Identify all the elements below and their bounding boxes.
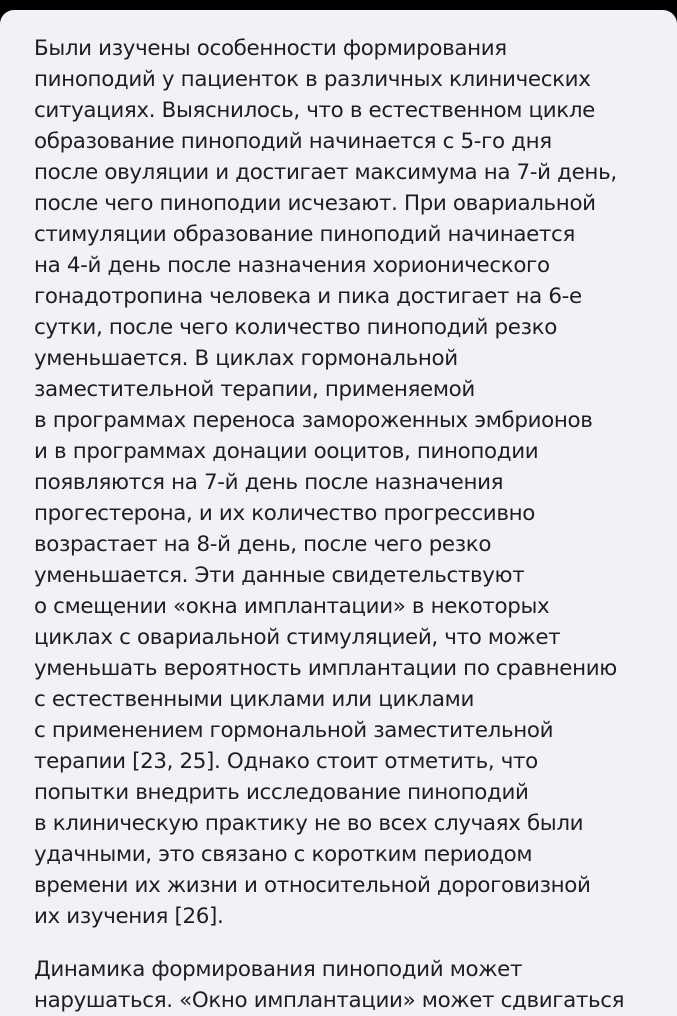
text-line: появляются на 7-й день после назначения	[34, 470, 504, 495]
paragraph-1	[34, 33, 649, 932]
text-line: ситуациях. Выяснилось, что в естественном цикле	[34, 98, 595, 123]
text-line: о смещении «окна имплантации» в некоторых	[34, 594, 550, 619]
text-line: после овуляции и достигает максимума на 7-й день,	[34, 160, 617, 185]
status-bar	[0, 0, 677, 10]
text-line: попытки внедрить исследование пиноподий	[34, 780, 529, 805]
text-line: в клиническую практику не во всех случаях были	[34, 811, 584, 836]
text-line: сутки, после чего количество пиноподий резко	[34, 315, 557, 340]
text-line: после чего пиноподии исчезают. При овариальной	[34, 191, 596, 216]
text-line: возрастает на 8-й день, после чего резко	[34, 532, 492, 557]
paragraph-spacer	[34, 932, 649, 954]
screen-corner-left	[0, 10, 14, 24]
text-line: терапии [23, 25]. Однако стоит отметить, что	[34, 749, 538, 774]
text-line: Динамика формирования пиноподий может	[34, 957, 523, 982]
text-line: уменьшать вероятность имплантации по сравнению	[34, 656, 617, 681]
text-line: Были изучены особенности формирования	[34, 36, 507, 61]
text-line: с применением гормональной заместительной	[34, 718, 554, 743]
text-line: гонадотропина человека и пика достигает на 6-е	[34, 284, 582, 309]
text-line: стимуляции образование пиноподий начинается	[34, 222, 575, 247]
text-line: времени их жизни и относительной дороговизной	[34, 873, 591, 898]
text-line: уменьшается. В циклах гормональной	[34, 346, 458, 371]
text-line: в программах переноса замороженных эмбрионов	[34, 408, 593, 433]
text-line: прогестерона, и их количество прогрессивно	[34, 501, 535, 526]
text-line: циклах с овариальной стимуляцией, что может	[34, 625, 561, 650]
text-line: пиноподий у пациенток в различных клинических	[34, 67, 591, 92]
paragraph-2	[34, 954, 649, 1016]
text-line: с естественными циклами или циклами	[34, 687, 475, 712]
text-line: образование пиноподий начинается с 5-го дня	[34, 129, 552, 154]
text-line: и в программах донации ооцитов, пиноподии	[34, 439, 539, 464]
text-line: удачными, это связано с коротким периодом	[34, 842, 533, 867]
text-line: заместительной терапии, применяемой	[34, 377, 475, 402]
text-line: их изучения [26].	[34, 904, 224, 929]
article-body	[34, 33, 649, 1016]
screen-corner-right	[663, 10, 677, 24]
text-line: на 4-й день после назначения хорионического	[34, 253, 550, 278]
text-line: нарушаться. «Окно имплантации» может сдвигаться	[34, 988, 625, 1013]
text-line: уменьшается. Эти данные свидетельствуют	[34, 563, 525, 588]
